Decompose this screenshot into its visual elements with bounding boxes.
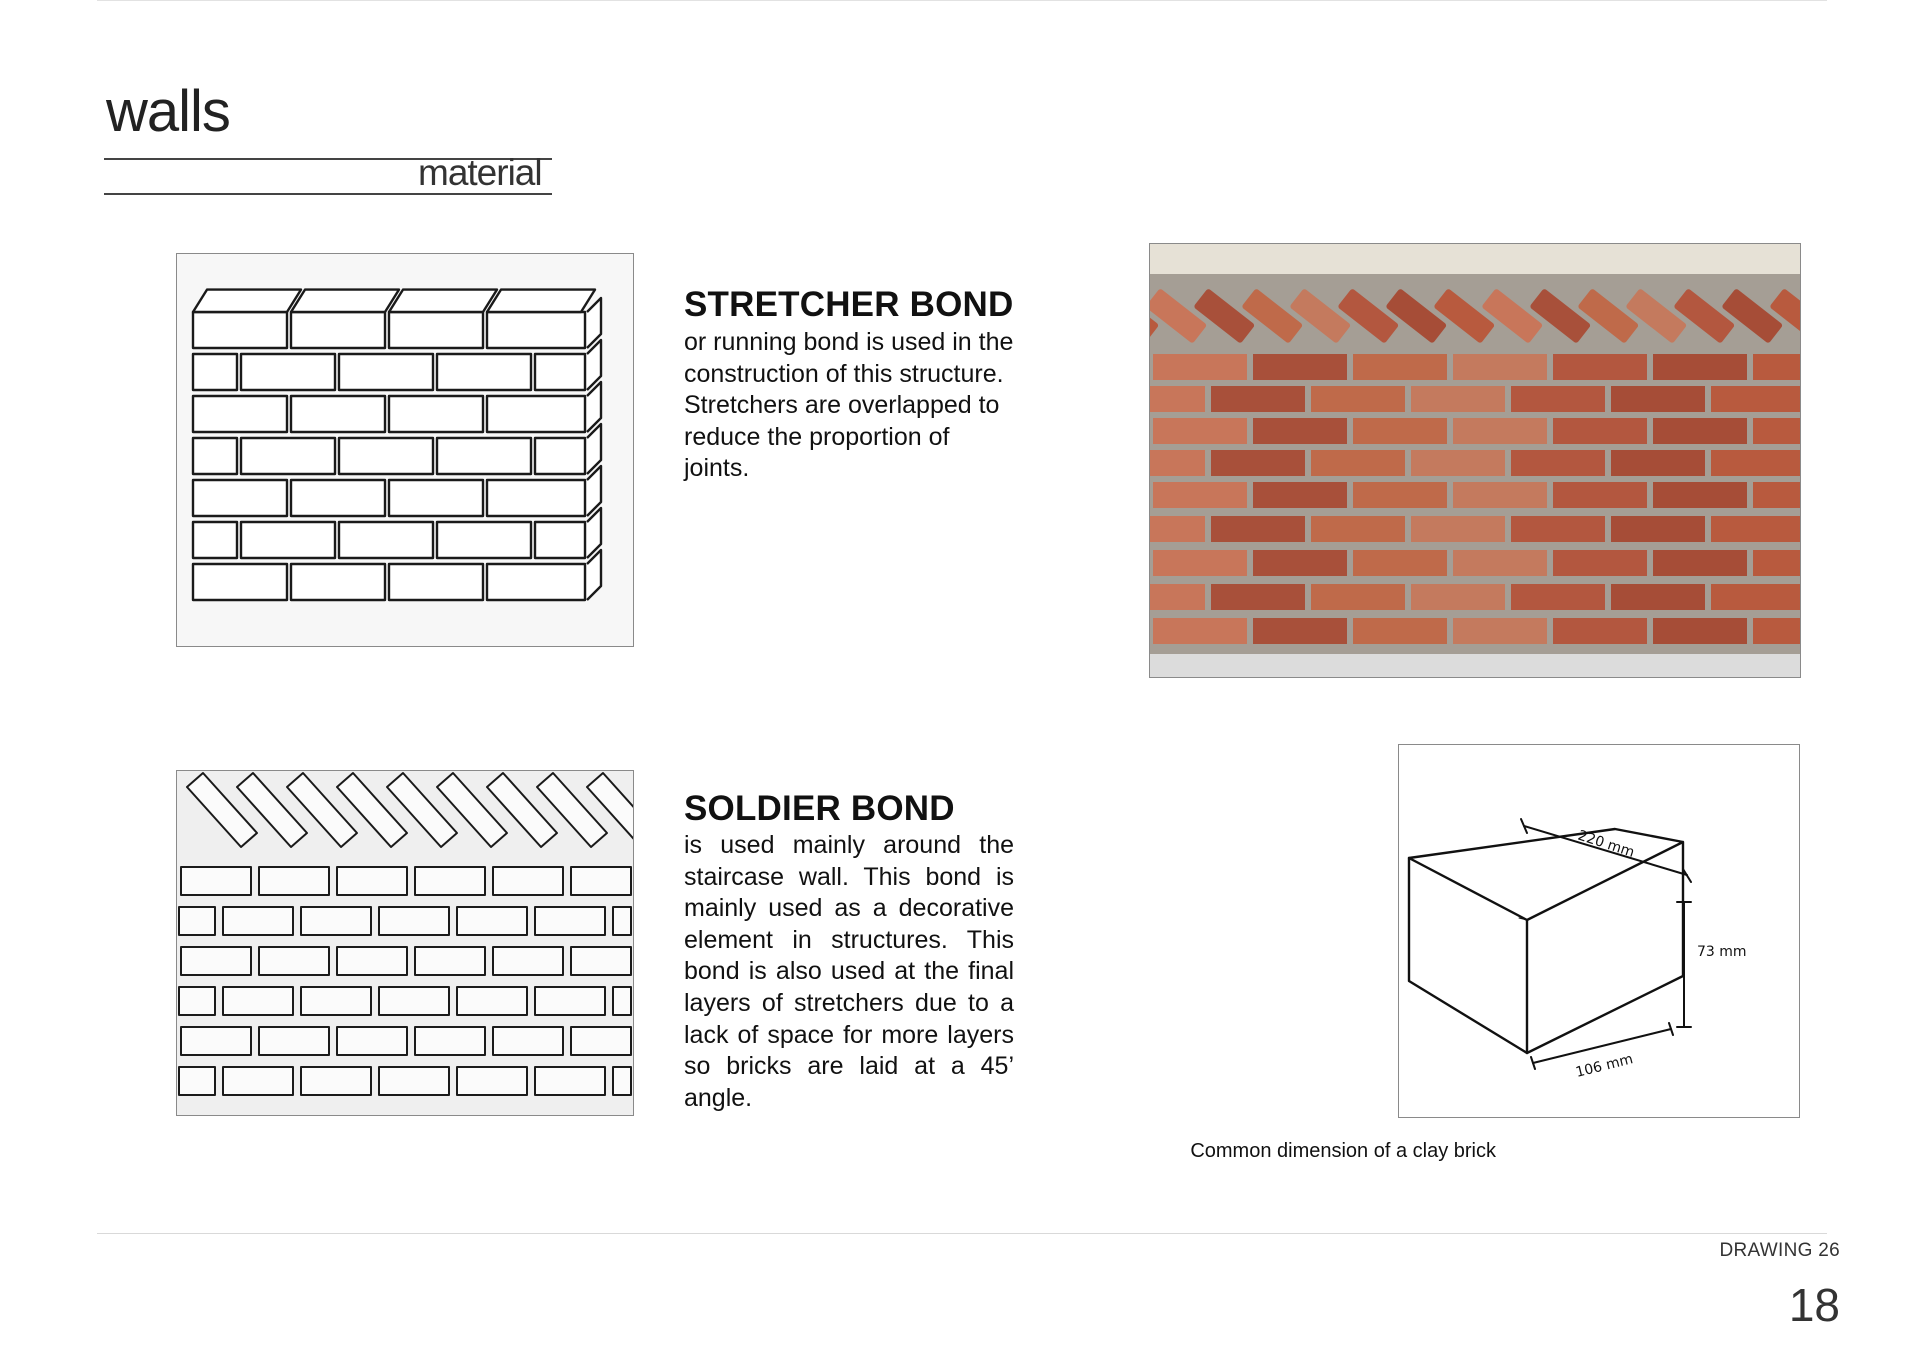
photo-brick — [1753, 354, 1800, 380]
photo-brick — [1753, 418, 1800, 444]
sketch-brick — [223, 1067, 293, 1095]
photo-brick — [1153, 482, 1247, 508]
sketch-brick — [379, 907, 449, 935]
sketch-brick — [437, 354, 531, 390]
sketch-brick — [493, 867, 563, 895]
photo-brick — [1150, 450, 1205, 476]
sketch-brick — [193, 312, 287, 348]
photo-brick — [1411, 584, 1505, 610]
sketch-brick — [337, 867, 407, 895]
brick-length-label: 220 mm — [1575, 827, 1637, 861]
sketch-brick — [291, 480, 385, 516]
photo-brick — [1553, 418, 1647, 444]
sketch-brick — [181, 867, 251, 895]
photo-brick — [1411, 450, 1505, 476]
photo-brick — [1553, 354, 1647, 380]
photo-brick — [1150, 386, 1205, 412]
drawing-label: DRAWING 26 — [1719, 1240, 1840, 1261]
photo-brick — [1311, 386, 1405, 412]
photo-brick — [1253, 354, 1347, 380]
photo-brick — [1753, 618, 1800, 644]
sketch-brick-top — [389, 290, 497, 312]
photo-brick — [1311, 584, 1405, 610]
sketch-brick — [223, 987, 293, 1015]
sketch-brick — [193, 354, 237, 390]
sketch-brick — [415, 867, 485, 895]
photo-brick — [1253, 482, 1347, 508]
sketch-brick — [389, 480, 483, 516]
photo-brick — [1211, 516, 1305, 542]
photo-brick — [1711, 386, 1800, 412]
sketch-brick — [193, 522, 237, 558]
stretcher-bond-sketch — [176, 253, 634, 647]
sketch-brick — [179, 907, 215, 935]
photo-brick — [1553, 482, 1647, 508]
sketch-brick-top — [487, 290, 595, 312]
photo-brick — [1511, 386, 1605, 412]
photo-brick — [1150, 516, 1205, 542]
sketch-brick — [437, 438, 531, 474]
brick-height-label: 73 mm — [1697, 944, 1747, 960]
sketch-brick — [457, 907, 527, 935]
sketch-brick — [181, 1027, 251, 1055]
photo-brick — [1453, 482, 1547, 508]
sketch-brick — [535, 438, 585, 474]
sketch-brick — [259, 947, 329, 975]
brick-caption: Common dimension of a clay brick — [1190, 1140, 1496, 1162]
photo-brick — [1253, 618, 1347, 644]
sketch-brick — [291, 396, 385, 432]
sketch-brick — [613, 1067, 631, 1095]
sketch-brick — [571, 947, 631, 975]
sketch-brick — [291, 312, 385, 348]
photo-brick — [1153, 354, 1247, 380]
sketch-brick — [415, 1027, 485, 1055]
sketch-brick — [487, 564, 585, 600]
stretcher-bond-heading: STRETCHER BOND — [684, 285, 1014, 324]
photo-brick — [1353, 618, 1447, 644]
photo-brick — [1653, 550, 1747, 576]
sketch-brick — [259, 867, 329, 895]
sketch-brick — [535, 987, 605, 1015]
sketch-brick-top — [291, 290, 399, 312]
photo-brick — [1411, 516, 1505, 542]
photo-brick — [1611, 584, 1705, 610]
photo-brick — [1711, 516, 1800, 542]
photo-brick — [1553, 550, 1647, 576]
photo-brick — [1653, 418, 1747, 444]
photo-brick — [1211, 584, 1305, 610]
photo-brick — [1353, 482, 1447, 508]
page-subtitle: material — [418, 152, 542, 193]
photo-brick — [1711, 584, 1800, 610]
photo-brick — [1153, 550, 1247, 576]
sketch-brick — [379, 987, 449, 1015]
photo-brick — [1453, 618, 1547, 644]
sketch-brick — [339, 354, 433, 390]
sketch-brick — [493, 1027, 563, 1055]
photo-brick — [1253, 418, 1347, 444]
sketch-brick — [259, 1027, 329, 1055]
photo-brick — [1553, 618, 1647, 644]
sketch-brick — [223, 907, 293, 935]
sketch-brick — [241, 438, 335, 474]
photo-brick — [1150, 584, 1205, 610]
sketch-brick — [493, 947, 563, 975]
sketch-brick — [571, 1027, 631, 1055]
sketch-brick — [181, 947, 251, 975]
title-rule-bottom — [104, 193, 552, 195]
sketch-brick — [193, 480, 287, 516]
photo-brick — [1511, 584, 1605, 610]
brick-wall-photo — [1149, 243, 1801, 678]
sketch-brick — [571, 867, 631, 895]
sketch-brick — [179, 1067, 215, 1095]
photo-brick — [1353, 550, 1447, 576]
photo-brick — [1611, 450, 1705, 476]
photo-brick — [1511, 516, 1605, 542]
soldier-bond-heading: SOLDIER BOND — [684, 789, 955, 828]
photo-brick — [1711, 450, 1800, 476]
sketch-brick — [193, 564, 287, 600]
photo-brick — [1653, 482, 1747, 508]
photo-brick — [1353, 354, 1447, 380]
sketch-brick — [301, 907, 371, 935]
sketch-brick — [487, 480, 585, 516]
sketch-brick — [291, 564, 385, 600]
sketch-brick — [415, 947, 485, 975]
photo-brick — [1753, 550, 1800, 576]
sketch-brick — [535, 907, 605, 935]
photo-brick — [1353, 418, 1447, 444]
sketch-brick — [193, 438, 237, 474]
page-title: walls — [106, 79, 230, 144]
photo-brick — [1411, 386, 1505, 412]
sketch-brick — [487, 312, 585, 348]
sketch-brick — [301, 1067, 371, 1095]
photo-brick — [1453, 354, 1547, 380]
page-number: 18 — [1788, 1279, 1840, 1331]
photo-brick — [1253, 550, 1347, 576]
photo-brick — [1211, 386, 1305, 412]
photo-brick — [1611, 386, 1705, 412]
photo-brick — [1453, 418, 1547, 444]
sketch-brick — [339, 438, 433, 474]
soldier-bond-sketch — [176, 770, 634, 1116]
sketch-brick — [613, 907, 631, 935]
sketch-brick — [301, 987, 371, 1015]
sketch-brick — [179, 987, 215, 1015]
sketch-brick — [457, 1067, 527, 1095]
sketch-brick — [337, 1027, 407, 1055]
sketch-brick — [535, 522, 585, 558]
sketch-brick-top — [193, 290, 301, 312]
sketch-brick — [241, 354, 335, 390]
sketch-brick — [241, 522, 335, 558]
sketch-brick — [193, 396, 287, 432]
sketch-brick — [457, 987, 527, 1015]
photo-brick — [1653, 618, 1747, 644]
photo-brick — [1153, 618, 1247, 644]
photo-brick — [1311, 516, 1405, 542]
sketch-brick — [613, 987, 631, 1015]
sketch-brick — [535, 1067, 605, 1095]
stretcher-bond-text: or running bond is used in the construction of this structure. Stretchers are overlapped to reduce the proportion of joints. — [684, 328, 1014, 483]
photo-brick — [1753, 482, 1800, 508]
photo-brick — [1311, 450, 1405, 476]
photo-brick — [1211, 450, 1305, 476]
brick-width-label: 106 mm — [1574, 1051, 1635, 1081]
photo-brick — [1511, 450, 1605, 476]
photo-brick — [1611, 516, 1705, 542]
photo-brick — [1153, 418, 1247, 444]
photo-brick — [1453, 550, 1547, 576]
sketch-brick — [487, 396, 585, 432]
sketch-brick — [339, 522, 433, 558]
sketch-brick — [389, 564, 483, 600]
sketch-brick — [337, 947, 407, 975]
soldier-bond-text: is used mainly around the staircase wall. This bond is mainly used as a decorative element in structures. This bond is also used at the final layers of stretchers due to a lack of space for more layers so bricks are laid at a 45’ angle. — [684, 831, 1014, 1112]
sketch-brick — [379, 1067, 449, 1095]
sketch-brick — [389, 312, 483, 348]
sketch-brick — [535, 354, 585, 390]
sketch-brick — [389, 396, 483, 432]
photo-brick — [1653, 354, 1747, 380]
sketch-brick — [437, 522, 531, 558]
brick-dimension-sketch — [1398, 744, 1800, 1118]
